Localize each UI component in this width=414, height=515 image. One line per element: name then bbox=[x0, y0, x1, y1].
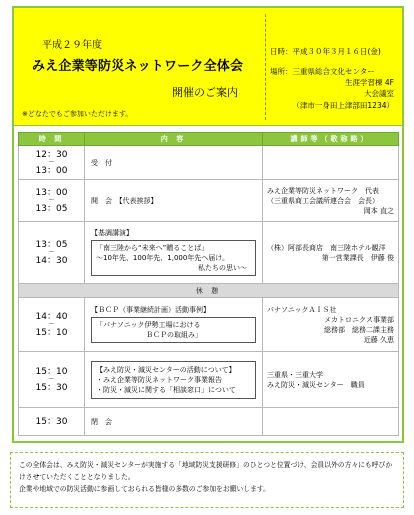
time-cell: 15：30 bbox=[19, 408, 85, 436]
break-row bbox=[19, 284, 399, 298]
header-divider bbox=[265, 14, 266, 120]
event-flyer-frame bbox=[12, 6, 404, 443]
table-row bbox=[19, 352, 399, 408]
session-title: 【みえ防災・減災センターの活動について】 bbox=[96, 365, 236, 374]
table-header-row bbox=[19, 133, 399, 146]
header-content: 内 容 bbox=[85, 133, 263, 146]
header-left bbox=[14, 8, 264, 126]
info-box bbox=[10, 452, 404, 508]
header-speaker: 講師等（敬称略） bbox=[263, 133, 399, 146]
session-title: 【基調講演】 bbox=[91, 228, 133, 237]
venue-room: 大会議室 bbox=[364, 89, 394, 98]
speaker-cell: みえ企業等防災ネットワーク 代表 （三重県商工会議所連合会 会長） 岡本 直之 bbox=[263, 180, 399, 222]
speaker-cell: （株）阿部長商店 南三陸ホテル観洋 第一営業課長 伊藤 俊 bbox=[263, 222, 399, 284]
venue-building: 生涯学習棟 4F bbox=[345, 78, 394, 87]
table-row bbox=[19, 408, 399, 436]
table-row bbox=[19, 222, 399, 284]
content-cell: 閉 会 bbox=[85, 408, 263, 436]
event-subtitle: 開催のご案内 bbox=[172, 86, 238, 99]
event-datetime: 日時：平成３０年３月１６日(金) bbox=[270, 47, 381, 56]
table-row bbox=[19, 146, 399, 180]
header-time: 時 間 bbox=[19, 133, 85, 146]
content-cell: 受 付 bbox=[85, 146, 263, 180]
header-banner bbox=[14, 8, 402, 126]
session-title: 【ＢＣＰ（事業継続計画）活動事例】 bbox=[91, 305, 210, 314]
time-cell: 13：05 〜 14：30 bbox=[19, 222, 85, 284]
time-cell: 14：40 〜 15：10 bbox=[19, 298, 85, 352]
speaker-cell: パナソニックＡＩＳ社 メカトロニクス事業部 総務部 総務二課主務 近藤 久恵 bbox=[263, 298, 399, 352]
participation-note: ※どなたでもご参加いただけます。 bbox=[22, 110, 133, 118]
session-callout: 「パナソニック伊勢工場における ＢＣＰの取組み」 bbox=[91, 317, 256, 343]
program-table bbox=[18, 132, 399, 436]
venue-address: （津市一身田上津部田1234） bbox=[292, 101, 394, 110]
time-cell: 13：00 〜 13：05 bbox=[19, 180, 85, 222]
content-cell bbox=[85, 352, 263, 408]
time-cell: 15：10 〜 15：30 bbox=[19, 352, 85, 408]
speaker-cell bbox=[263, 146, 399, 180]
content-cell bbox=[85, 298, 263, 352]
time-cell: 12：30 〜 13：00 bbox=[19, 146, 85, 180]
speaker-cell bbox=[263, 408, 399, 436]
break-label: 休 憩 bbox=[19, 284, 399, 298]
content-cell bbox=[85, 222, 263, 284]
session-callout: 【みえ防災・減災センターの活動について】 ・みえ企業等防災ネットワーク事業報告 ・防災・減災に関する「相談窓口」について bbox=[91, 361, 256, 399]
event-venue: 場所：三重県総合文化センター bbox=[270, 67, 375, 76]
fiscal-year: 平成２９年度 bbox=[42, 40, 102, 51]
event-title: みえ企業等防災ネットワーク全体会 bbox=[32, 59, 244, 74]
table-row bbox=[19, 298, 399, 352]
info-text-1: この全体会は、みえ防災・減災センターが実施する「地域防災支援研修」のひとつと位置づけ、会員以外の方々にも呼びかけさせていただくこととなりました。 bbox=[19, 461, 393, 481]
speaker-cell: 三重県・三重大学 みえ防災・減災センター 職員 bbox=[263, 352, 399, 408]
table-row bbox=[19, 180, 399, 222]
session-callout: 「南三陸から“未来へ”贈ることば」 〜10年先、100年先、1,000年先へ届け。 私たちの思い〜 bbox=[91, 240, 256, 276]
info-text-2: 企業や地域での防災活動に参画しておられる皆様の多数のご参加をお願いします。 bbox=[19, 485, 270, 493]
content-cell: 開 会 【代表挨拶】 bbox=[85, 180, 263, 222]
